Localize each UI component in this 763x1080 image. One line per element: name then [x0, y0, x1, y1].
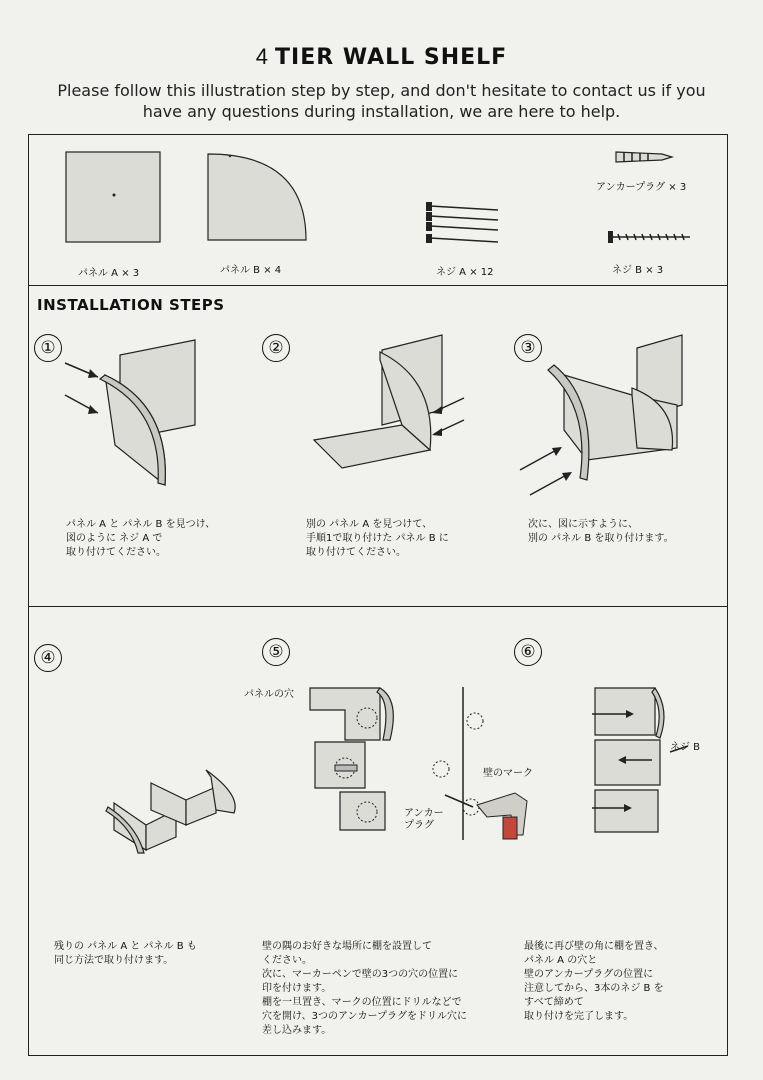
- part-label-anchor-plug: アンカープラグ × 3: [596, 182, 687, 193]
- title-number: 4: [255, 44, 269, 69]
- step-4-illustration: [106, 765, 246, 855]
- step-5-wall-drill-illustration: [415, 685, 535, 875]
- page-title: [0, 44, 763, 70]
- step-1-illustration: [60, 335, 240, 495]
- installation-steps-title: INSTALLATION STEPS: [37, 296, 225, 314]
- part-label-panel-b: パネル B × 4: [220, 265, 282, 276]
- divider-parts: [28, 285, 728, 286]
- step-5-text: 壁の隅のお好きな場所に棚を設置して ください。 次に、マーカーペンで壁の3つの穴の位置に 印を付けます。 棚を一旦置き、マークの位置にドリルなどで 穴を開け、3つのアンカープラグをドリル穴に 差し込みます。: [262, 941, 468, 1036]
- step-3-number: ③: [514, 334, 542, 362]
- panel-a-illustration: [64, 150, 164, 250]
- screw-a-illustration: [424, 196, 504, 252]
- title-text: TIER WALL SHELF: [275, 45, 508, 70]
- step-4-number: ④: [34, 644, 62, 672]
- step-3-illustration: [512, 330, 692, 500]
- step-6-illustration: [590, 680, 700, 850]
- callout-screw-b: ネジ B: [670, 742, 701, 753]
- part-label-screw-a: ネジ A × 12: [436, 267, 494, 278]
- step-1-text: パネル A と パネル B を見つけ、 図のように ネジ A で 取り付けてください。: [66, 519, 216, 558]
- callout-wall-mark: 壁のマーク: [483, 768, 533, 779]
- callout-panel-hole: パネルの穴: [244, 689, 294, 700]
- divider-steps: [28, 606, 728, 607]
- step-4-text: 残りの パネル A と パネル B も 同じ方法で取り付けます。: [54, 941, 197, 966]
- step-5-number: ⑤: [262, 638, 290, 666]
- step-2-number: ②: [262, 334, 290, 362]
- step-2-illustration: [312, 330, 482, 490]
- part-label-screw-b: ネジ B × 3: [612, 265, 664, 276]
- callout-anchor-plug: アンカー プラグ: [404, 808, 444, 831]
- step-3-text: 次に、図に示すように、 別の パネル B を取り付けます。: [528, 519, 674, 544]
- step-5-shelf-illustration: [305, 680, 405, 850]
- part-label-panel-a: パネル A × 3: [78, 268, 140, 279]
- panel-b-illustration: [206, 152, 316, 247]
- screw-b-illustration: [606, 228, 696, 246]
- step-6-number: ⑥: [514, 638, 542, 666]
- intro-text: Please follow this illustration step by step, and don't hesitate to contact us if you have any questions during installation, we are here to help.: [57, 81, 706, 121]
- step-6-text: 最後に再び壁の角に棚を置き、 パネル A の穴と 壁のアンカープラグの位置に 注意してから、3本のネジ B を すべて締めて 取り付けを完了します。: [524, 941, 664, 1022]
- step-2-text: 別の パネル A を見つけて、 手順1で取り付けた パネル B に 取り付けてください。: [306, 519, 449, 558]
- anchor-plug-illustration: [614, 148, 674, 166]
- step-1-number: ①: [34, 334, 62, 362]
